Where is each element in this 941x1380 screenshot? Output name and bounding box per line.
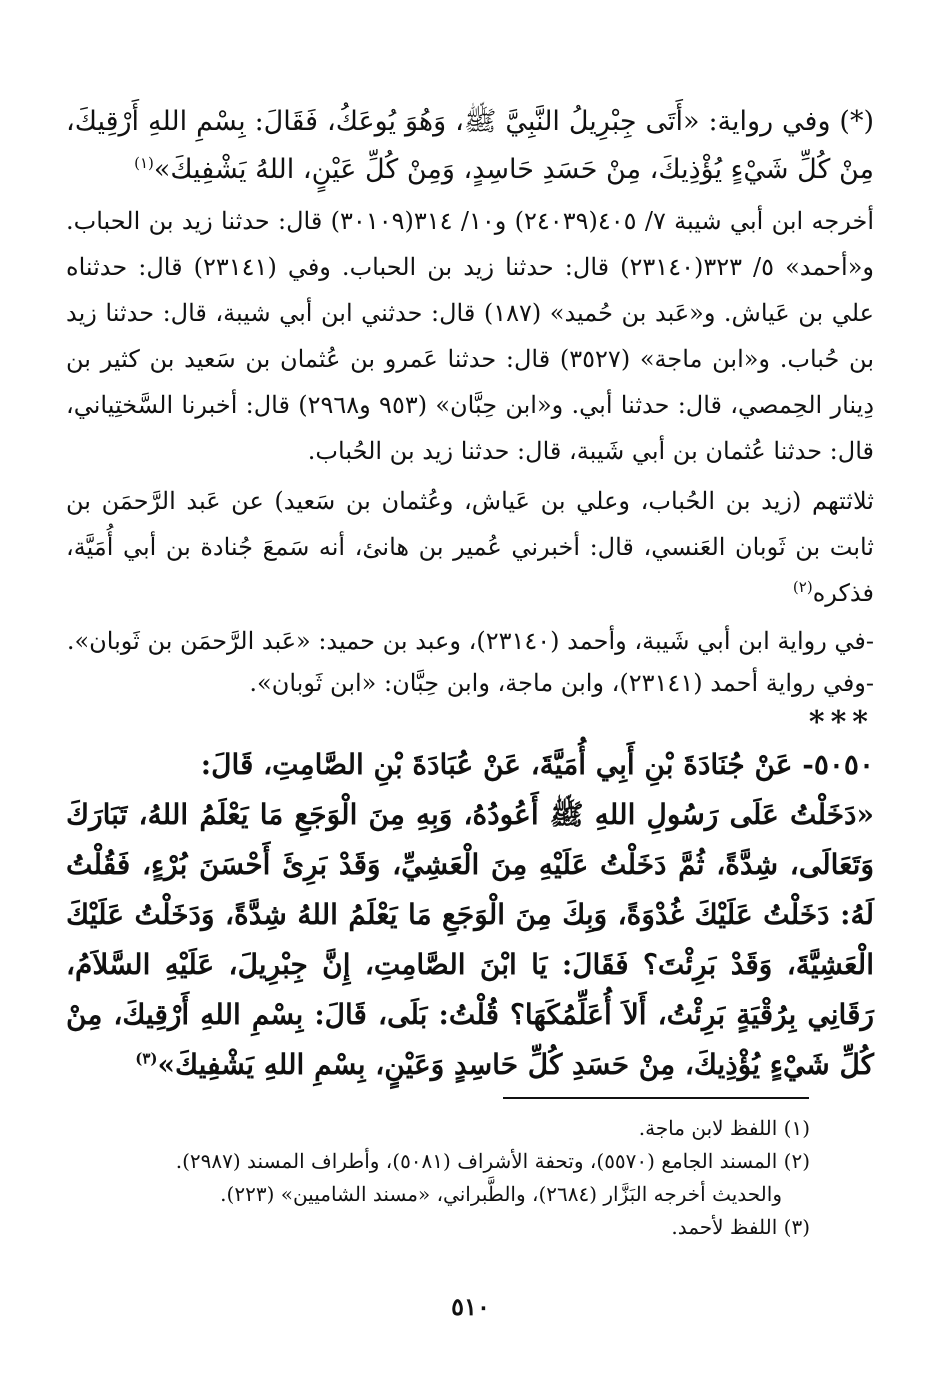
footnote-ref-3: (٣): [135, 1049, 158, 1068]
narration-note-1: -في رواية ابن أبي شَيبة، وأحمد (٢٣١٤٠)، وعبد بن حميد: «عَبد الرَّحمَن بن ثَوبان».: [66, 627, 874, 655]
page-number: ٥١٠: [451, 1292, 490, 1321]
chain-paragraph-text: ثلاثتهم (زيد بن الحُباب، وعلي بن عَياش، وعُثمان بن سَعيد) عن عَبد الرَّحمَن بن ثابت بن ثَوبان العَنسي، قال: أخبرني عُمير بن هانئ، أنه سَمعَ جُنادة بن أبي أُمَيَّة، فذكره: [66, 487, 874, 607]
footnote-2: (٢) المسند الجامع (٥٥٧٠)، وتحفة الأشراف (٥٠٨١)، وأطراف المسند (٢٩٨٧).: [175, 1149, 810, 1173]
footnote-divider: [503, 1097, 809, 1099]
section-separator: ***: [808, 705, 874, 740]
hadith-text-body: «دَخَلْتُ عَلَى رَسُولِ اللهِ ﷺ أَعُودُهُ، وَبِهِ مِنَ الْوَجَعِ مَا يَعْلَمُ اللهُ، تَبَارَكَ وَتَعَالَى، شِدَّةً، ثُمَّ دَخَلْتُ عَلَيْهِ مِنَ الْعَشِيِّ، وَقَدْ بَرِئَ أَحْسَنَ بُرْءٍ، فَقُلْتُ لَهُ: دَخَلْتُ عَلَيْكَ غُدْوَةً، وَبِكَ مِنَ الْوَجَعِ مَا يَعْلَمُ اللهُ شِدَّةً، وَدَخَلْتُ عَلَيْكَ الْعَشِيَّةَ، وَقَدْ بَرِئْتَ؟ فَقَالَ: يَا ابْنَ الصَّامِتِ، إِنَّ جِبْرِيلَ، عَلَيْهِ السَّلاَمُ، رَقَانِي بِرُقْيَةٍ بَرِئْتُ، أَلاَ أُعَلِّمُكَهَا؟ قُلْتُ: بَلَى، قَالَ: بِسْمِ اللهِ أَرْقِيكَ، مِنْ كُلِّ شَيْءٍ يُؤْذِيكَ، مِنْ حَسَدِ كُلِّ حَاسِدٍ وَعَيْنٍ، بِسْمِ اللهِ يَشْفِيكَ»: [66, 798, 874, 1081]
variant-narration: [66, 98, 874, 194]
footnote-ref-2: (٢): [792, 578, 813, 596]
hadith-heading: ٥٠٥٠- عَنْ جُنَادَةَ بْنِ أَبِي أُمَيَّةَ، عَنْ عُبَادَةَ بْنِ الصَّامِتِ، قَالَ:: [200, 748, 874, 781]
variant-narration-text: (*) وفي رواية: «أَتَى جِبْرِيلُ النَّبِيَّ ﷺ، وَهُوَ يُوعَكُ، فَقَالَ: بِسْمِ اللهِ أَرْقِيكَ، مِنْ كُلِّ شَيْءٍ يُؤْذِيكَ، مِنْ حَسَدِ حَاسِدٍ، وَمِنْ كُلِّ عَيْنٍ، اللهُ يَشْفِيكَ»: [66, 106, 874, 185]
narration-note-2: -وفي رواية أحمد (٢٣١٤١)، وابن ماجة، وابن حِبَّان: «ابن ثَوبان».: [249, 669, 874, 697]
footnotes: [66, 1112, 810, 1244]
footnote-2-continued: والحديث أخرجه البَزَّار (٢٦٨٤)، والطَّبراني، «مسند الشاميين» (٢٢٣).: [220, 1182, 782, 1206]
main-text: [66, 98, 874, 1090]
chain-paragraph: [66, 478, 874, 616]
footnote-1: (١) اللفظ لابن ماجة.: [638, 1116, 810, 1140]
footnote-ref-1: (١): [134, 154, 154, 172]
hadith-text: [66, 790, 874, 1090]
takhrij-paragraph: أخرجه ابن أبي شيبة ٧/ ٤٠٥(٢٤٠٣٩) و١٠/ ٣١٤(٣٠١٠٩) قال: حدثنا زيد بن الحباب. و«أحمد» ٥/ ٣٢٣(٢٣١٤٠) قال: حدثنا زيد بن الحباب. وفي (٢٣١٤١) قال: حدثناه علي بن عَياش. و«عَبد بن حُميد» (١٨٧) قال: حدثني ابن أبي شيبة، قال: حدثنا زيد بن حُباب. و«ابن ماجة» (٣٥٢٧) قال: حدثنا عَمرو بن عُثمان بن سَعيد بن كثير بن دِينار الحِمصي، قال: حدثنا أبي. و«ابن حِبَّان» (٩٥٣ و٢٩٦٨) قال: أخبرنا السَّختِياني، قال: حدثنا عُثمان بن أبي شَيبة، قال: حدثنا زيد بن الحُباب.: [66, 207, 875, 465]
footnote-3: (٣) اللفظ لأحمد.: [671, 1215, 810, 1239]
